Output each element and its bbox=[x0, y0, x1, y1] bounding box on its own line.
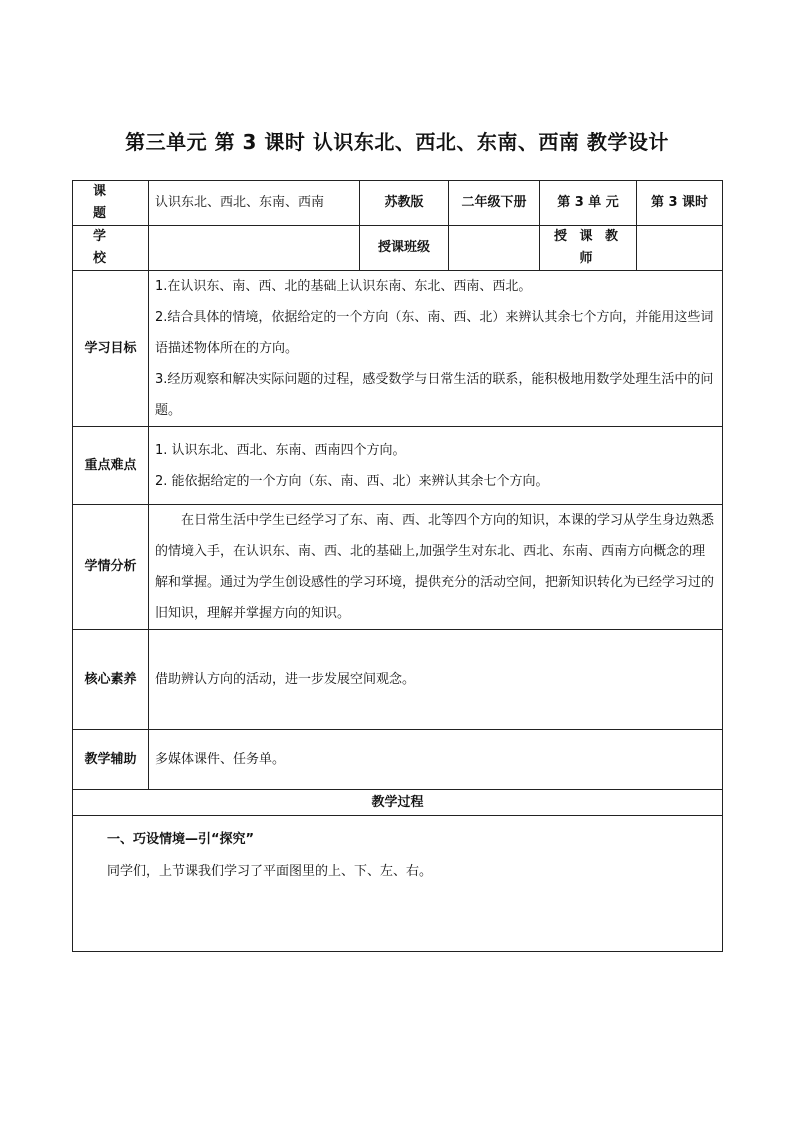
lesson-cell: 第 3 课时 bbox=[637, 181, 723, 226]
analysis-content bbox=[149, 505, 723, 630]
literacy-content bbox=[149, 630, 723, 730]
process-heading: 教学过程 bbox=[73, 790, 723, 816]
aids-content bbox=[149, 730, 723, 790]
process-section-text: 同学们，上节课我们学习了平面图里的上、下、左、右。 bbox=[107, 864, 433, 879]
header-row-topic bbox=[73, 181, 723, 226]
page-title: 第三单元 第 3 课时 认识东北、西北、东南、西南 教学设计 bbox=[125, 130, 669, 154]
objectives-label: 学习目标 bbox=[73, 271, 149, 427]
teacher-label: 授 课 教 师 bbox=[540, 226, 637, 271]
key-point-item: 2. 能依据给定的一个方向（东、南、西、北）来辨认其余七个方向。 bbox=[155, 473, 549, 489]
key-point-item: 1. 认识东北、西北、东南、西南四个方向。 bbox=[155, 442, 406, 458]
analysis-label: 学情分析 bbox=[73, 505, 149, 630]
key-points-row bbox=[73, 427, 723, 505]
unit-cell: 第 3 单 元 bbox=[540, 181, 637, 226]
objective-item: 1.在认识东、南、西、北的基础上认识东南、东北、西南、西北。 bbox=[155, 279, 532, 294]
grade-cell: 二年级下册 bbox=[449, 181, 540, 226]
analysis-text: 在日常生活中学生已经学习了东、南、西、北等四个方向的知识，本课的学习从学生身边熟悉的情境入手，在认识东、南、西、北的基础上,加强学生对东北、西北、东南、西南方向概念的理解和掌握。通过为学生创设感性的学习环境，提供充分的活动空间，把新知识转化为已经学习过的旧知识，理解并掌握方向的知识。 bbox=[155, 513, 715, 621]
key-points-label: 重点难点 bbox=[73, 427, 149, 505]
literacy-row bbox=[73, 630, 723, 730]
process-section-title: 一、巧设情境—引“探究” bbox=[107, 832, 255, 847]
process-heading-row bbox=[73, 790, 723, 816]
literacy-text: 借助辨认方向的活动，进一步发展空间观念。 bbox=[155, 672, 416, 687]
school-value bbox=[149, 226, 360, 271]
objectives-row bbox=[73, 271, 723, 427]
analysis-row bbox=[73, 505, 723, 630]
process-content bbox=[73, 816, 723, 952]
aids-row bbox=[73, 730, 723, 790]
objective-item: 2.结合具体的情境，依据给定的一个方向（东、南、西、北）来辨认其余七个方向，并能用这些词语描述物体所在的方向。 bbox=[155, 310, 714, 356]
teacher-value bbox=[637, 226, 723, 271]
topic-value: 认识东北、西北、东南、西南 bbox=[149, 181, 360, 226]
publisher-cell: 苏教版 bbox=[360, 181, 449, 226]
process-row bbox=[73, 816, 723, 952]
header-row-school bbox=[73, 226, 723, 271]
objective-item: 3.经历观察和解决实际问题的过程，感受数学与日常生活的联系，能积极地用数学处理生活中的问题。 bbox=[155, 372, 714, 418]
class-value bbox=[449, 226, 540, 271]
class-label: 授课班级 bbox=[360, 226, 449, 271]
topic-label: 课 题 bbox=[73, 181, 149, 226]
literacy-label: 核心素养 bbox=[73, 630, 149, 730]
school-label: 学 校 bbox=[73, 226, 149, 271]
objectives-content bbox=[149, 271, 723, 427]
aids-text: 多媒体课件、任务单。 bbox=[155, 752, 286, 767]
lesson-plan-table bbox=[72, 180, 723, 952]
key-points-content bbox=[149, 427, 723, 505]
aids-label: 教学辅助 bbox=[73, 730, 149, 790]
